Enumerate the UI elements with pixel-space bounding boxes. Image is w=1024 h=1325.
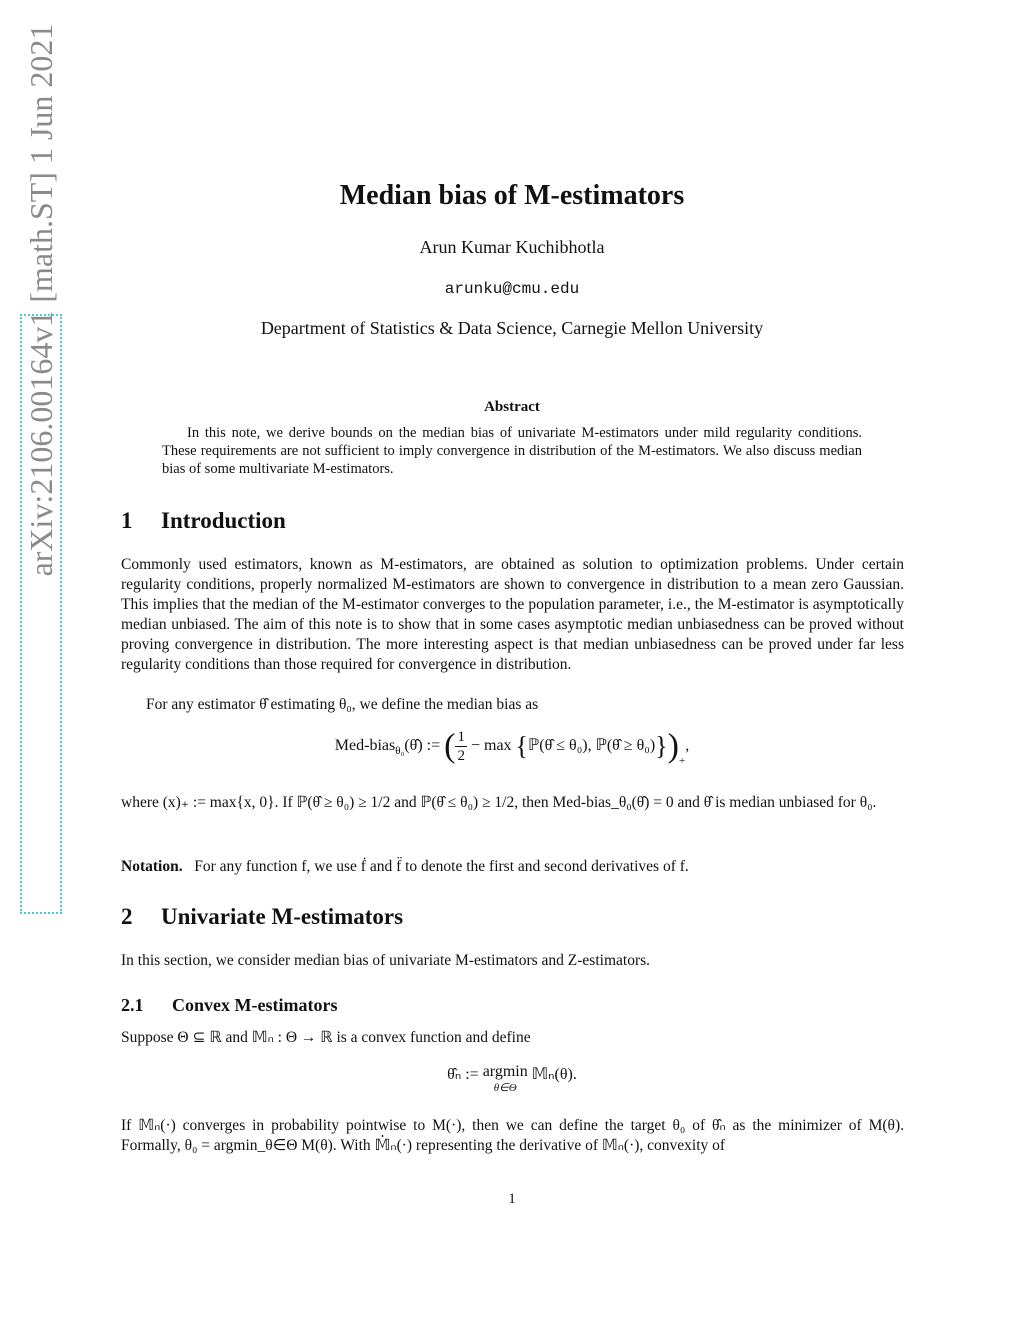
eq2-rhs: 𝕄ₙ(θ). <box>531 1066 577 1083</box>
argmin-label: argmin <box>482 1063 528 1080</box>
argmin-equation <box>0 1064 1024 1096</box>
half-fraction <box>455 728 467 765</box>
right-brace: } <box>655 731 668 761</box>
argmin-subscript: θ∈Θ <box>493 1082 517 1094</box>
eq-max: − max <box>470 737 512 755</box>
intro-paragraph: Commonly used estimators, known as M-estimators, are obtained as solution to optimization problems. Under certain regularity conditions, properly normalized M-estimators are shown to convergence in distribution to a mean zero Gaussian. This implies that the median of the M-estimator converges to the population parameter, i.e., the M-estimator is asymptotically median unbiased. The aim of this note is to show that in some cases asymptotic median unbiasedness can be proved without proving convergence in distribution. The more interesting aspect is that median unbiasedness can be proved under far less regularity conditions than those required for convergence in distribution. <box>121 556 904 673</box>
section-title: Univariate M-estimators <box>161 904 404 929</box>
notation-paragraph <box>121 857 904 877</box>
eq-lhs: Med-bias <box>334 737 396 755</box>
target-definition-paragraph: If 𝕄ₙ(·) converges in probability pointwise to M(·), then we can define the target θ₀ of θ̂ₙ as the minimizer of M(θ). Formally, θ₀ = argmin_θ∈Θ M(θ). With 𝕄̇ₙ(·) representing the derivative of 𝕄ₙ(·), convexity of <box>121 1117 904 1154</box>
section-2-paragraph: In this section, we consider median bias of univariate M-estimators and Z-estimators. <box>121 952 651 969</box>
convex-setup-paragraph: Suppose Θ ⊆ ℝ and 𝕄ₙ : Θ → ℝ is a convex function and define <box>121 1029 531 1046</box>
right-paren: ) <box>667 727 679 765</box>
argmin-operator <box>483 1064 528 1096</box>
arxiv-stamp: arXiv:2106.00164v1 [math.ST] 1 Jun 2021 <box>23 23 59 577</box>
left-paren: ( <box>444 727 456 765</box>
eq-plus: + <box>678 755 686 768</box>
eq-set: ℙ(θ̂ ≤ θ₀), ℙ(θ̂ ≥ θ₀) <box>528 737 656 755</box>
affiliation: Department of Statistics & Data Science, Carnegie Mellon University <box>260 318 764 338</box>
eq-arg: (θ̂) := <box>404 737 441 755</box>
section-title: Introduction <box>161 508 286 533</box>
subsection-title: Convex M-estimators <box>172 995 338 1015</box>
eq-tail: , <box>685 737 690 755</box>
subsection-2-1-heading <box>121 995 337 1016</box>
author-email: arunku@cmu.edu <box>444 280 580 298</box>
left-brace: { <box>515 731 529 761</box>
fraction-numerator: 1 <box>457 729 465 745</box>
section-2-heading <box>121 904 403 930</box>
median-unbiased-paragraph: where (x)₊ := max{x, 0}. If ℙ(θ̂ ≥ θ₀) ≥ 1/2 and ℙ(θ̂ ≤ θ₀) ≥ 1/2, then Med-bias_θ₀(θ̂) = 0 and θ̂ is median unbiased for θ₀. <box>121 794 877 811</box>
author-name: Arun Kumar Kuchibhotla <box>419 237 605 257</box>
median-bias-intro: For any estimator θ̂ estimating θ₀, we define the median bias as <box>146 696 539 713</box>
page-number: 1 <box>508 1191 516 1207</box>
paper-title: Median bias of M-estimators <box>339 180 685 211</box>
notation-text: For any function f, we use ḟ and f̈ to denote the first and second derivatives of f. <box>194 858 689 875</box>
notation-label: Notation. <box>121 858 183 875</box>
eq-lhs-sub: θ₀ <box>395 745 405 758</box>
abstract-text: In this note, we derive bounds on the median bias of univariate M-estimators under mild regularity conditions. These requirements are not sufficient to imply convergence in distribution of the M-estimators. We also discuss median bias of some multivariate M-estimators. <box>162 425 862 477</box>
section-1-heading <box>121 508 286 534</box>
fraction-denominator: 2 <box>457 748 465 764</box>
eq2-lhs: θ̂ₙ := <box>447 1066 479 1083</box>
abstract-heading: Abstract <box>484 399 540 415</box>
median-bias-equation <box>0 728 1024 767</box>
subsection-number: 2.1 <box>121 995 144 1015</box>
section-number: 2 <box>121 904 133 929</box>
section-number: 1 <box>121 508 133 533</box>
